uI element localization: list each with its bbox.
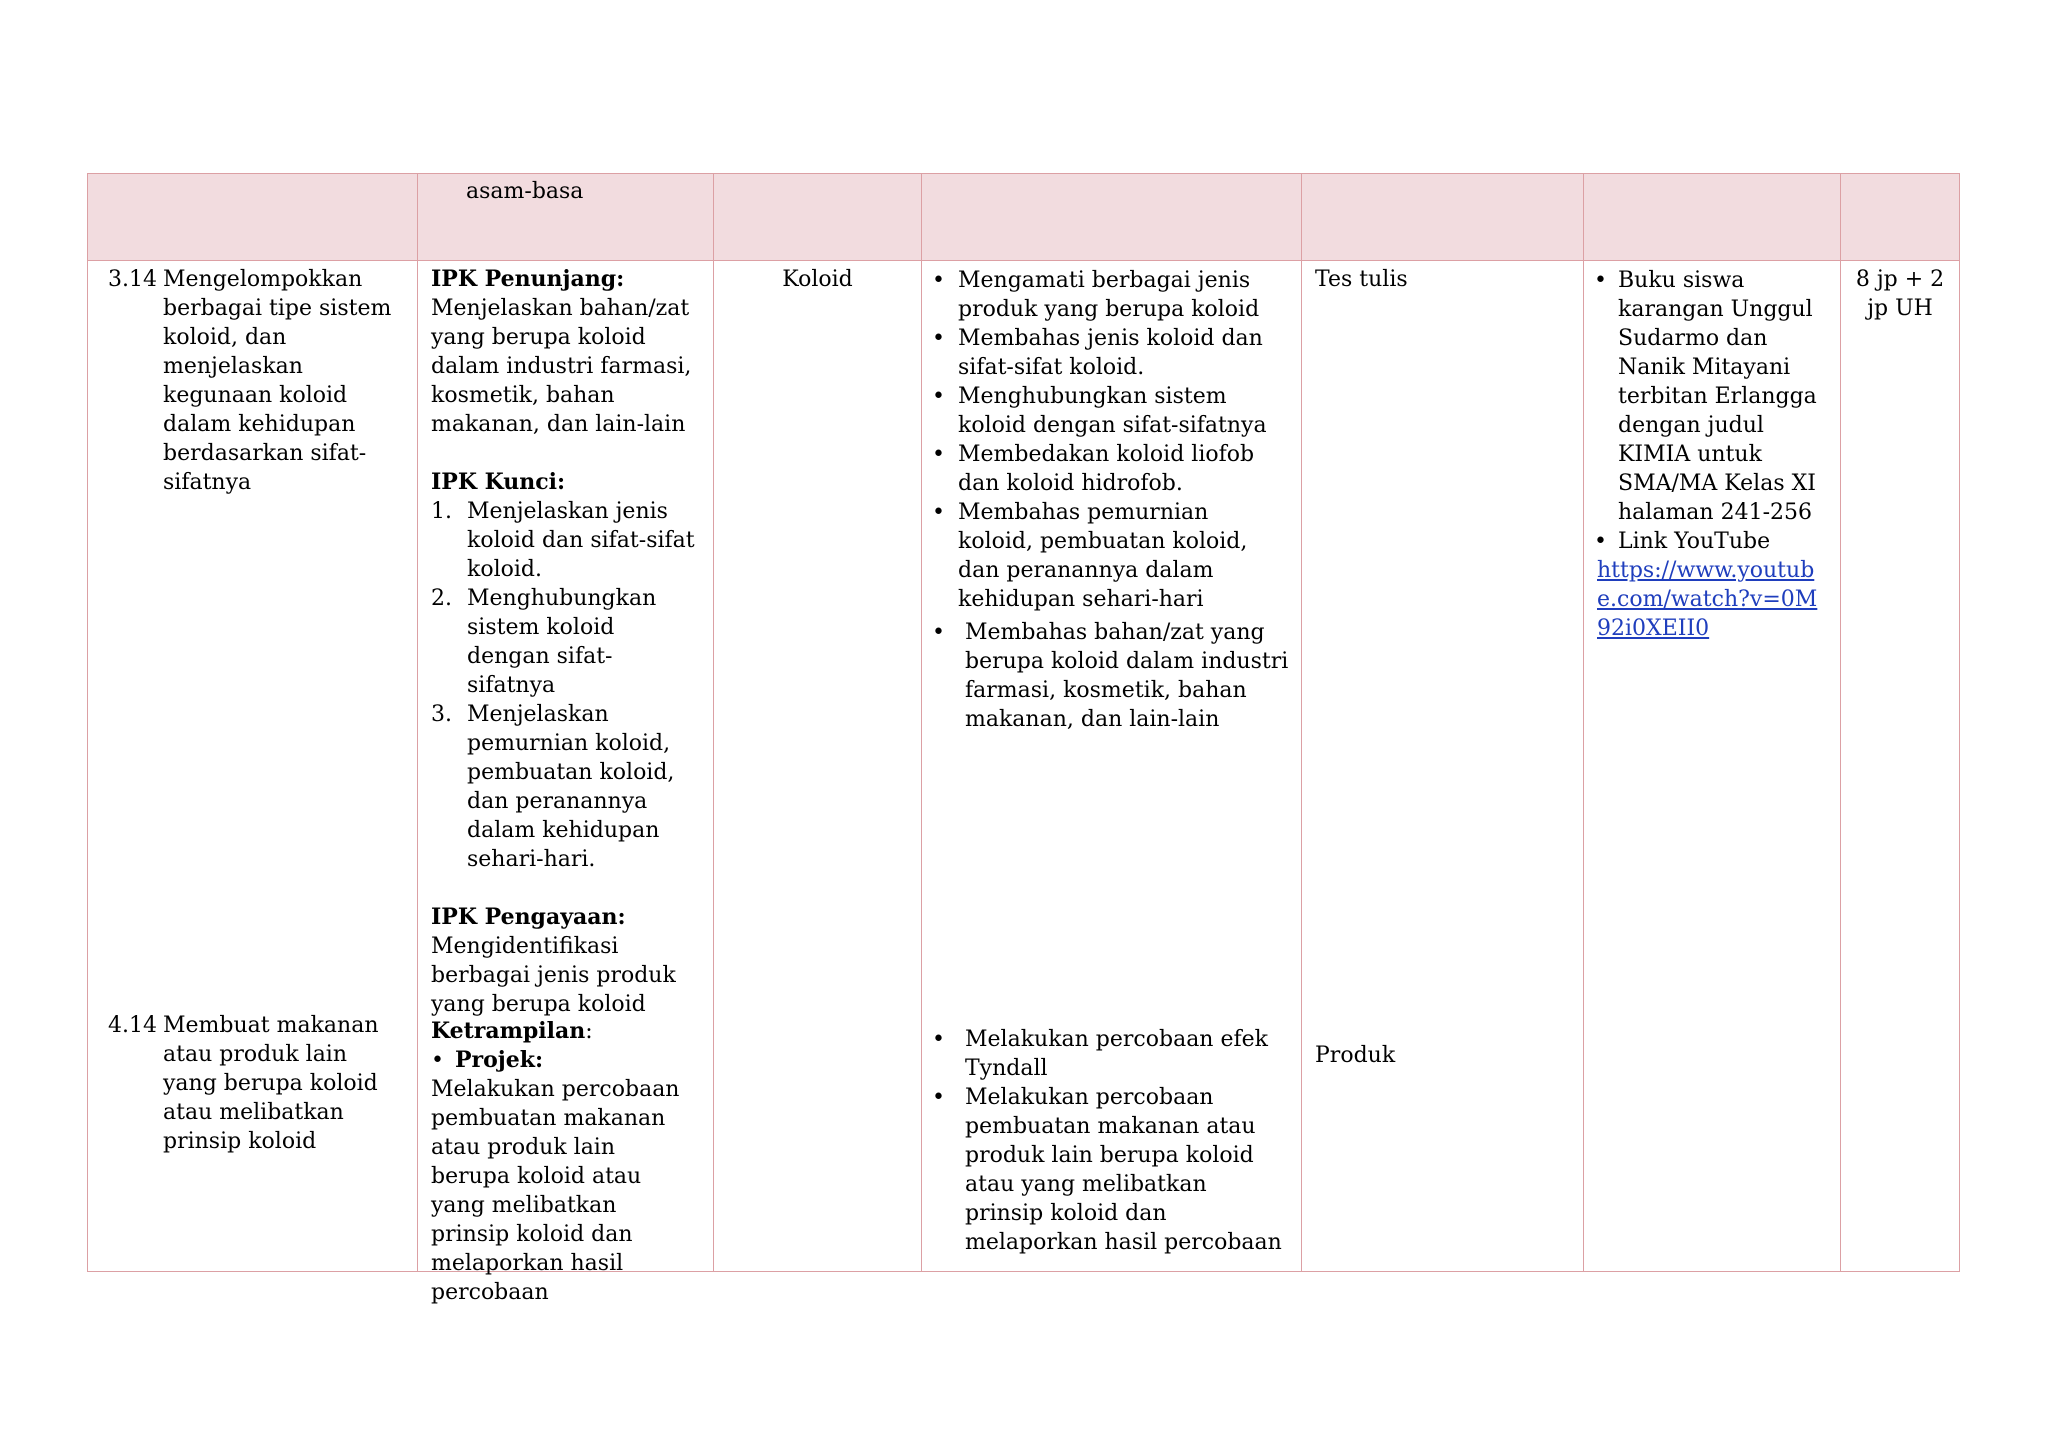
- ipk-kunci-title: [431, 468, 699, 497]
- header-ipk-text: asam-basa: [466, 179, 584, 204]
- list-item: • Membedakan koloid liofob dan koloid hidrofob.: [922, 440, 1289, 498]
- header-cell-kegiatan: [922, 174, 1302, 261]
- header-cell-ipk: [418, 174, 714, 261]
- youtube-link-wrap: [1584, 556, 1828, 643]
- ipk-kunci-item-text: Menjelaskan jenis koloid dan sifat-sifat koloid.: [467, 499, 695, 582]
- header-cell-waktu: [1841, 174, 1960, 261]
- kd-3-14-label: Mengelompokkan berbagai tipe sistem koloid, dan menjelaskan kegunaan koloid dalam kehidupan berdasarkan sifat-sifatnya: [163, 267, 392, 495]
- sumber-list: [1584, 266, 1828, 556]
- youtube-link[interactable]: https://www.youtube.com/watch?v=0M92i0XEII0: [1597, 558, 1818, 641]
- list-item: • Melakukan percobaan efek Tyndall: [922, 1025, 1289, 1083]
- ipk-kunci-title-text: IPK Kunci:: [431, 469, 566, 495]
- penilaian-text-1: Tes tulis: [1315, 267, 1408, 292]
- header-cell-kd: [88, 174, 418, 261]
- cell-ipk: [418, 261, 714, 1305]
- list-item: • Buku siswa karangan Unggul Sudarmo dan Nanik Mitayani terbitan Erlangga dengan judul KIMIA untuk SMA/MA Kelas XI halaman 241-256: [1584, 266, 1828, 527]
- header-cell-penilaian: [1302, 174, 1584, 261]
- ipk-ketrampilan-colon: :: [585, 1019, 593, 1044]
- ipk-ketrampilan-title-text: Ketrampilan: [431, 1018, 586, 1044]
- kegiatan-list-2: [922, 1025, 1289, 1257]
- header-cell-materi: [714, 174, 922, 261]
- ipk-penunjang-text: Menjelaskan bahan/zat yang berupa koloid dalam industri farmasi, kosmetik, bahan makanan, dan lain-lain: [431, 296, 692, 437]
- ipk-pengayaan-title: [431, 903, 699, 932]
- list-item: • Membahas bahan/zat yang berupa koloid dalam industri farmasi, kosmetik, bahan makanan, dan lain-lain: [922, 618, 1289, 734]
- list-item: • Membahas jenis koloid dan sifat-sifat koloid.: [922, 324, 1289, 382]
- cell-waktu: [1841, 261, 1960, 1272]
- cell-kompetensi-dasar: [88, 261, 418, 1272]
- ipk-pengayaan-title-text: IPK Pengayaan:: [431, 904, 626, 930]
- ipk-penunjang-title: [431, 265, 699, 294]
- cell-penilaian: [1302, 261, 1584, 1272]
- kd-4-14: [108, 1011, 403, 1156]
- ipk-kunci-list: [431, 497, 699, 874]
- cell-materi: [714, 261, 922, 1272]
- list-item: 3. Menjelaskan pemurnian koloid, pembuatan koloid, dan peranannya dalam kehidupan sehari-hari.: [431, 702, 675, 872]
- materi-text: Koloid: [782, 267, 853, 292]
- list-item: • Melakukan percobaan pembuatan makanan atau produk lain berupa koloid atau yang melibatkan prinsip koloid dan melaporkan hasil percobaan: [922, 1083, 1289, 1257]
- sumber-block: [1584, 266, 1828, 643]
- waktu-text: 8 jp + 2 jp UH: [1855, 267, 1945, 321]
- list-item: • Membahas pemurnian koloid, pembuatan koloid, dan peranannya dalam kehidupan sehari-hari: [922, 498, 1289, 614]
- ipk-ketrampilan-title: [431, 1017, 699, 1046]
- kd-3-14-number: 3.14: [108, 267, 157, 292]
- list-item: 1. Menjelaskan jenis koloid dan sifat-sifat koloid.: [431, 499, 695, 582]
- header-cell-sumber: [1584, 174, 1841, 261]
- list-item: 2. Menghubungkan sistem koloid dengan sifat-sifatnya: [431, 586, 657, 698]
- penilaian-text-2: Produk: [1315, 1043, 1396, 1068]
- ipk-kunci-item-text: Menghubungkan sistem koloid dengan sifat-sifatnya: [467, 586, 657, 698]
- kd-4-14-label: Membuat makanan atau produk lain yang berupa koloid atau melibatkan prinsip koloid: [163, 1013, 379, 1154]
- ipk-projek-title-text: Projek:: [455, 1047, 544, 1073]
- list-item: • Link YouTube: [1584, 527, 1828, 556]
- ipk-projek-text: Melakukan percobaan pembuatan makanan atau produk lain berupa koloid atau yang melibatkan prinsip koloid dan melaporkan hasil percobaan: [431, 1077, 680, 1305]
- ipk-kunci-item-text: Menjelaskan pemurnian koloid, pembuatan koloid, dan peranannya dalam kehidupan sehari-hari.: [467, 702, 675, 872]
- ipk-pengayaan-text: Mengidentifikasi berbagai jenis produk yang berupa koloid: [431, 934, 676, 1017]
- kd-4-14-number: 4.14: [108, 1013, 157, 1038]
- kd-3-14-text: [108, 265, 403, 497]
- kegiatan-list-1: [922, 266, 1289, 734]
- syllabus-table: [87, 173, 1960, 1305]
- main-row: [88, 261, 1960, 1272]
- ipk-block: [431, 265, 699, 1019]
- cell-sumber: [1584, 261, 1841, 1272]
- list-item: • Mengamati berbagai jenis produk yang berupa koloid: [922, 266, 1289, 324]
- ipk-penunjang-title-text: IPK Penunjang:: [431, 266, 625, 292]
- ipk-ketrampilan-block: [431, 1017, 699, 1307]
- cell-kegiatan: [922, 261, 1302, 1272]
- ipk-projek-title: • Projek:: [431, 1047, 544, 1073]
- list-item: • Menghubungkan sistem koloid dengan sifat-sifatnya: [922, 382, 1289, 440]
- header-row: [88, 174, 1960, 261]
- kd-3-14: [108, 265, 403, 497]
